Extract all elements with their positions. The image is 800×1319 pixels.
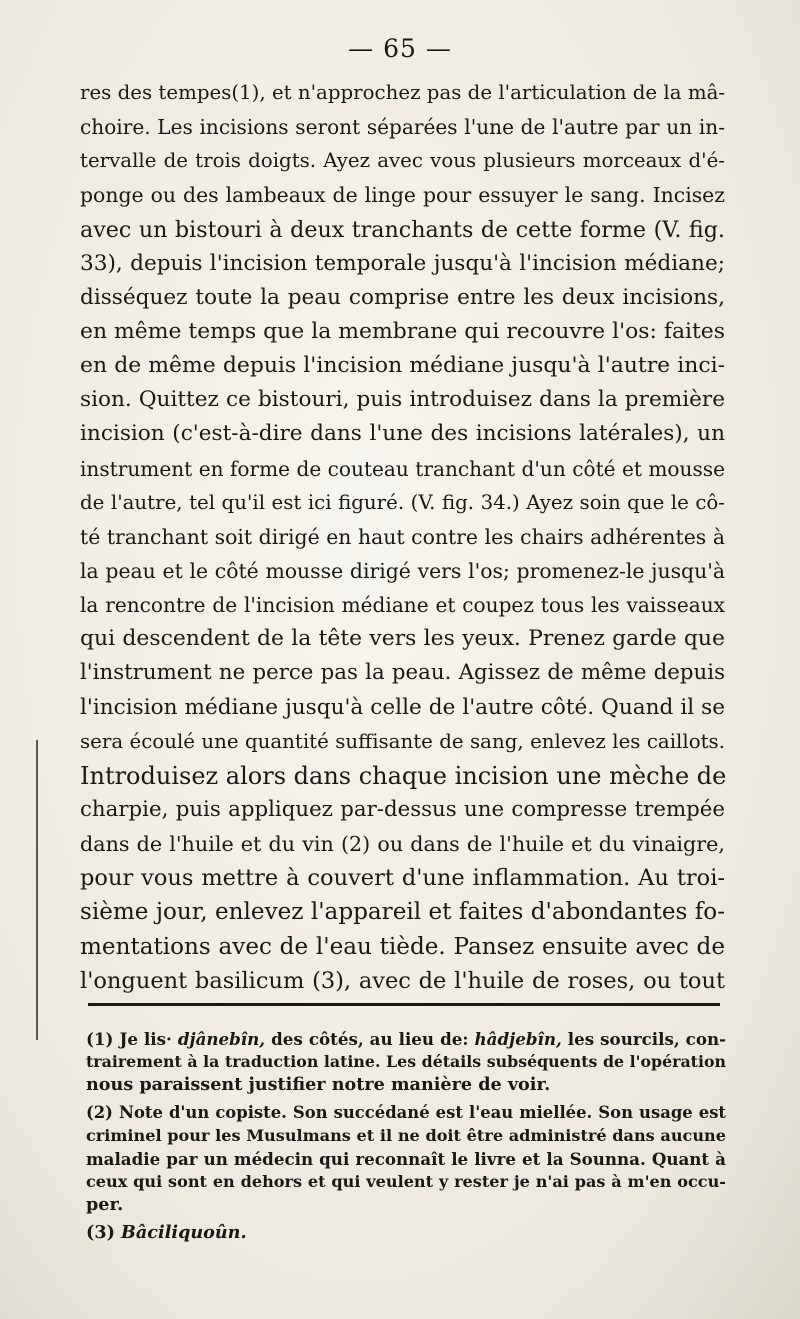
text-line: sion. Quittez ce bistouri, puis introduisez dans la première xyxy=(80,387,725,413)
text-line: en même temps que la membrane qui recouvre l'os: faites xyxy=(80,318,725,344)
text-line: charpie, puis appliquez par-dessus une compresse trempée xyxy=(80,796,725,822)
text-line: en de même depuis l'incision médiane jusqu'à l'autre inci- xyxy=(80,353,725,379)
footnotes xyxy=(86,1028,726,1245)
page-number: — 65 — xyxy=(348,34,452,63)
body-text xyxy=(80,76,725,998)
footnote-2-line: ceux qui sont en dehors et qui veulent y rester je n'ai pas à m'en occu- xyxy=(86,1171,726,1191)
footnote-2-line: per. xyxy=(86,1193,124,1215)
footnote-marker: (1) xyxy=(86,1029,114,1049)
text-line: l'incision médiane jusqu'à celle de l'autre côté. Quand il se xyxy=(80,694,725,720)
footnote-2-line: criminel pour les Musulmans et il ne doit être administré dans aucune xyxy=(86,1126,726,1146)
text-line: dans de l'huile et du vin (2) ou dans de l'huile et du vinaigre, xyxy=(80,832,725,857)
text-line: avec un bistouri à deux tranchants de cette forme (V. fig. xyxy=(80,216,725,243)
footnote-1-line: trairement à la traduction latine. Les détails subséquents de l'opération xyxy=(86,1051,726,1071)
text-line: res des tempes(1), et n'approchez pas de l'articulation de la mâ- xyxy=(80,81,726,104)
text-line: sera écoulé une quantité suffisante de sang, enlevez les caillots. xyxy=(80,729,725,753)
text-line: la peau et le côté mousse dirigé vers l'os; promenez-le jusqu'à xyxy=(80,558,725,583)
footnote-2-line: (2) Note d'un copiste. Son succédané est l'eau miellée. Son usage est xyxy=(86,1103,726,1123)
footnote-1-line: (1) Je lis· djânebîn, des côtés, au lieu de: hâdjebîn, les sourcils, con- xyxy=(86,1029,727,1049)
text-line: la rencontre de l'incision médiane et coupez tous les vaisseaux xyxy=(80,593,725,618)
footnote-2-line: maladie par un médecin qui reconnaît le livre et la Sounna. Quant à xyxy=(86,1148,726,1169)
footnote-marker: (3) xyxy=(86,1222,115,1244)
text-line: tervalle de trois doigts. Ayez avec vous plusieurs morceaux d'é- xyxy=(80,149,725,173)
text-line: Introduisez alors dans chaque incision une mèche de xyxy=(80,761,727,790)
footnote-3-line: (3) Bâciliquoûn. xyxy=(86,1222,247,1244)
text-line: pour vous mettre à couvert d'une inflammation. Au troi- xyxy=(80,865,725,892)
text-line: 33), depuis l'incision temporale jusqu'à l'incision médiane; xyxy=(80,250,725,276)
text-line: té tranchant soit dirigé en haut contre les chairs adhérentes à xyxy=(80,524,725,549)
text-line: l'onguent basilicum (3), avec de l'huile de roses, ou tout xyxy=(80,967,725,994)
text-line: disséquez toute la peau comprise entre les deux incisions, xyxy=(80,284,725,310)
margin-pencil-mark xyxy=(36,740,38,1040)
footnote-separator xyxy=(88,1003,720,1006)
text-line: incision (c'est-à-dire dans l'une des incisions latérales), un xyxy=(80,421,725,447)
text-line: sième jour, enlevez l'appareil et faites d'abondantes fo- xyxy=(80,899,725,926)
text-line: l'instrument ne perce pas la peau. Agissez de même depuis xyxy=(80,660,725,686)
text-line: de l'autre, tel qu'il est ici figuré. (V. fig. 34.) Ayez soin que le cô- xyxy=(80,490,725,514)
text-line: choire. Les incisions seront séparées l'une de l'autre par un in- xyxy=(80,115,725,140)
text-line: mentations avec de l'eau tiède. Pansez ensuite avec de xyxy=(80,933,725,960)
text-line: instrument en forme de couteau tranchant d'un côté et mousse xyxy=(80,456,725,481)
text-line: qui descendent de la tête vers les yeux. Prenez garde que xyxy=(80,626,725,652)
footnote-1-line: nous paraissent justifier notre manière de voir. xyxy=(86,1073,551,1095)
text-line: ponge ou des lambeaux de linge pour essuyer le sang. Incisez xyxy=(80,183,725,208)
